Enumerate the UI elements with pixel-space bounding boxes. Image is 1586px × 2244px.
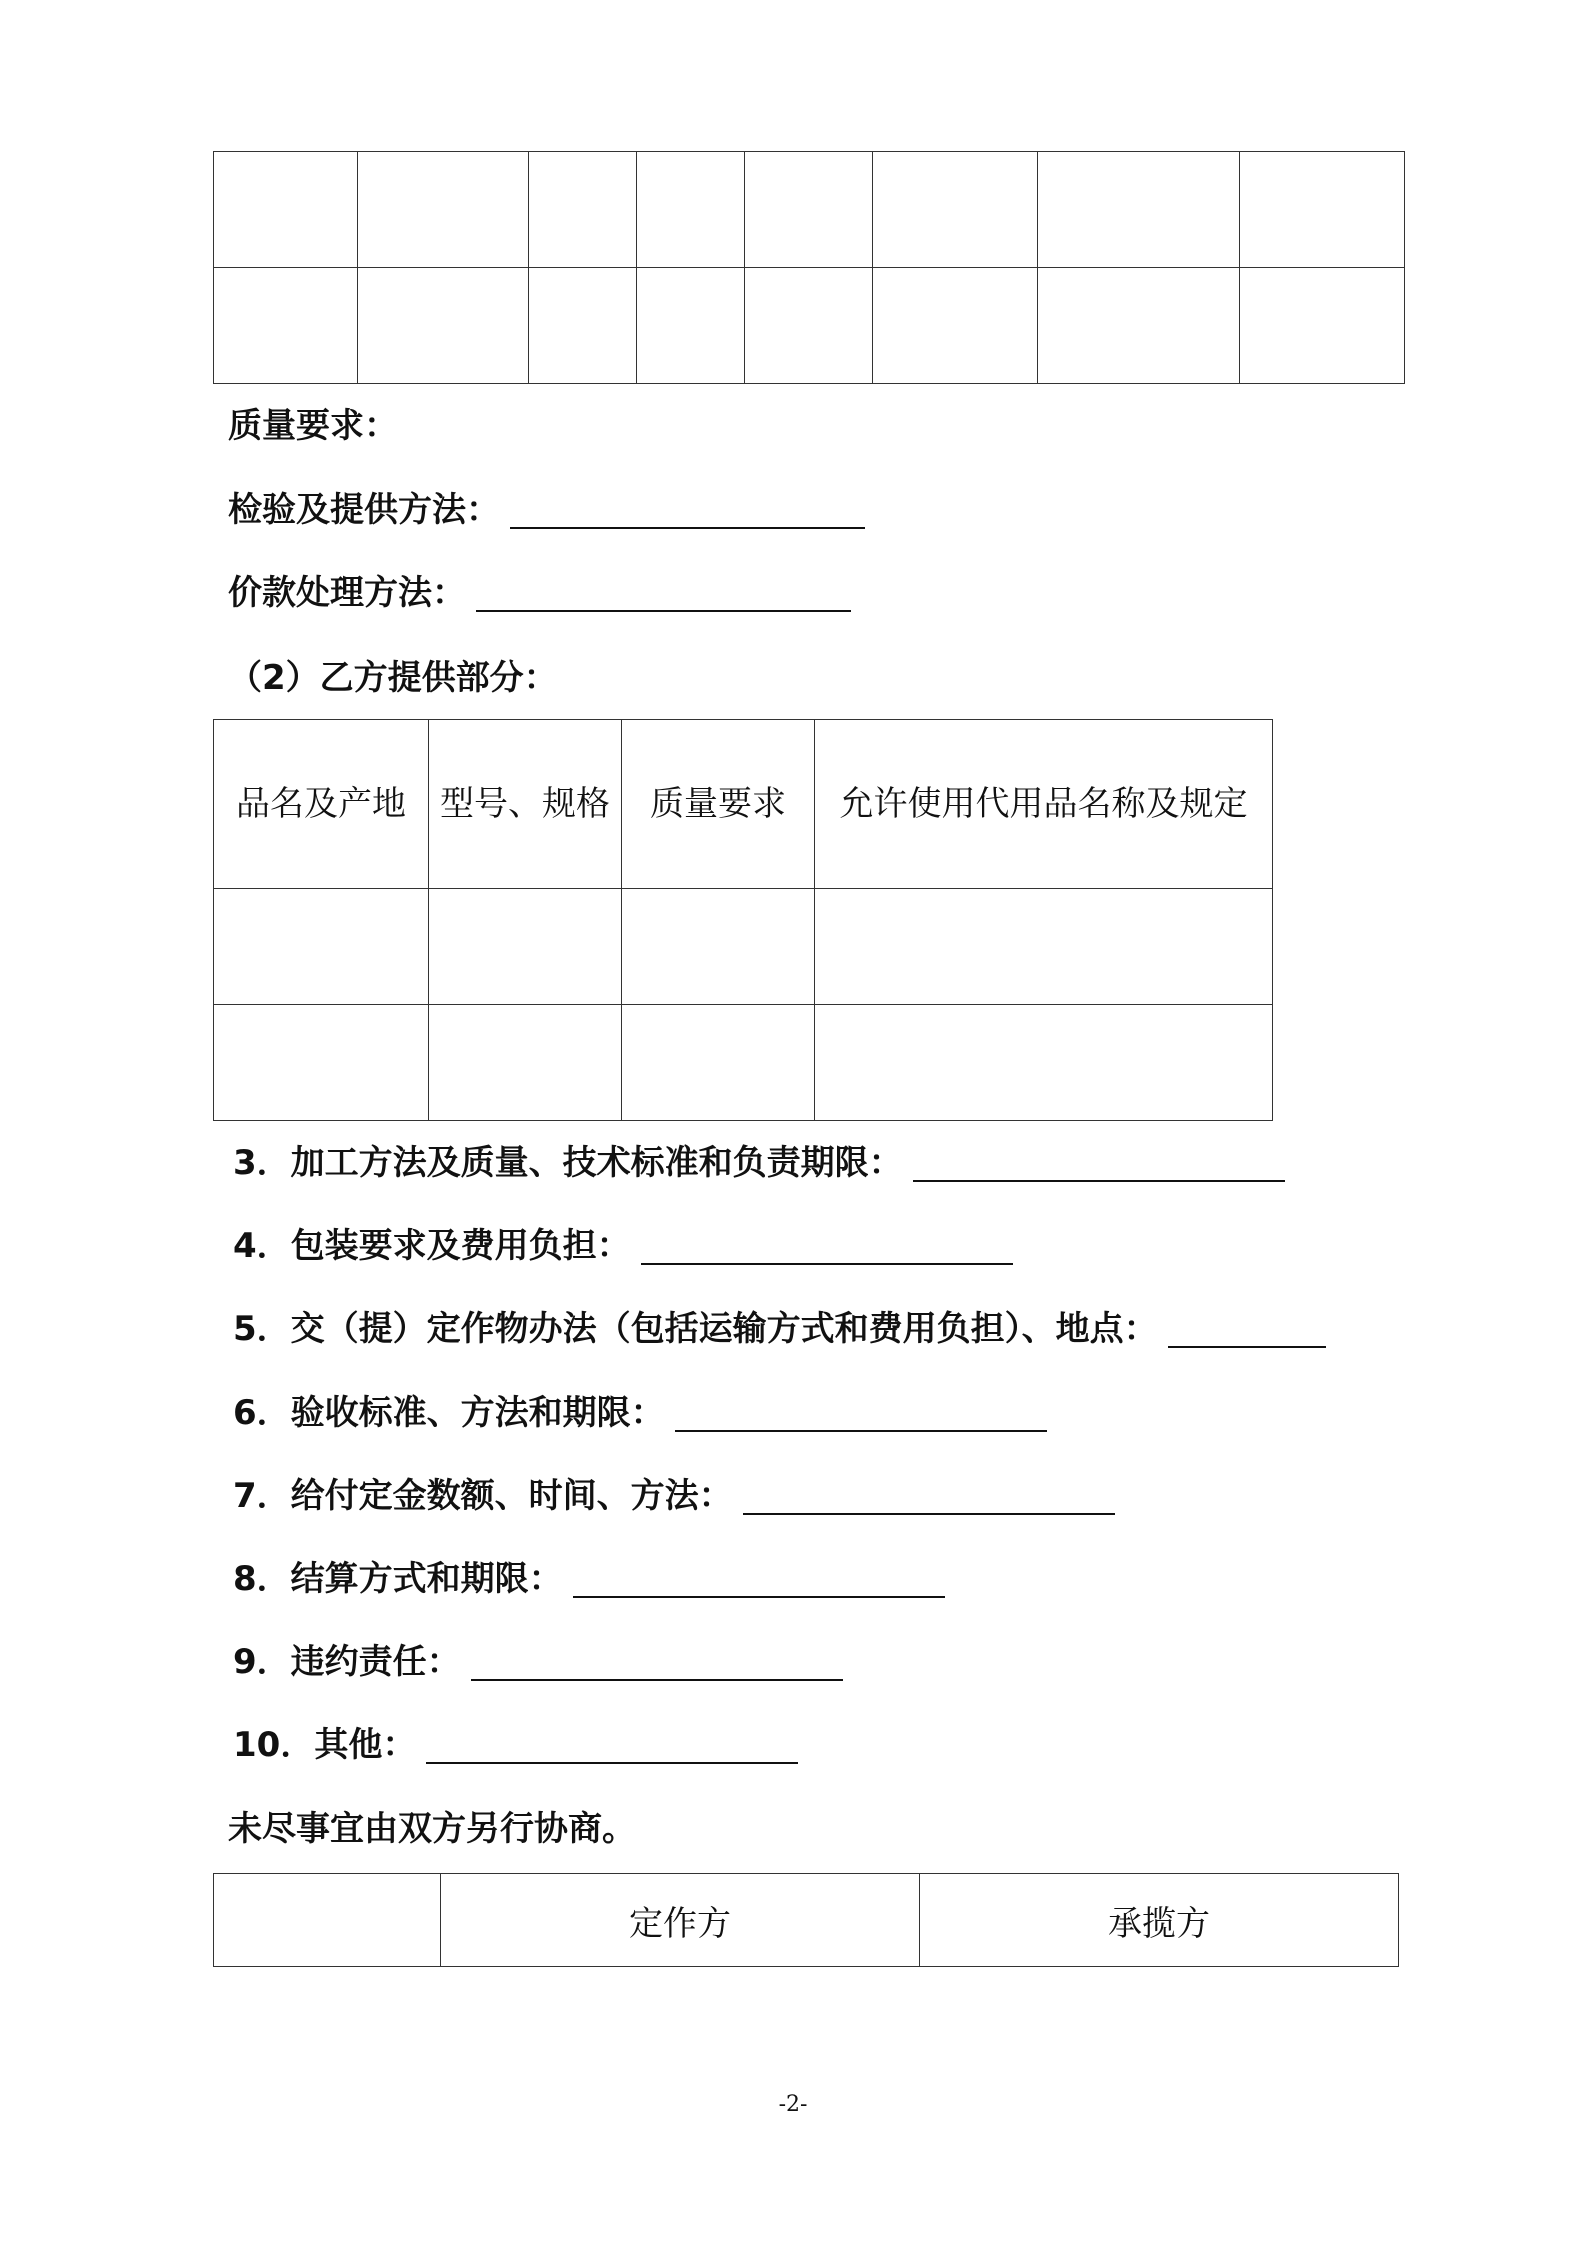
table-header-row: [214, 720, 1273, 889]
clause-6: 6．验收标准、方法和期限：: [233, 1385, 1047, 1434]
table-cell: [358, 268, 529, 384]
orderer-label: 定作方: [441, 1874, 920, 1967]
table-cell: [815, 889, 1273, 1005]
table-cell: [622, 1005, 815, 1121]
table-cell: [815, 1005, 1273, 1121]
table-row: [214, 152, 1405, 268]
table-cell: [429, 889, 622, 1005]
table-row: [214, 1005, 1273, 1121]
table-cell: [745, 268, 873, 384]
table-row: [214, 1874, 1399, 1967]
section-b-title: （2）乙方提供部分：: [228, 658, 558, 698]
table-row: [214, 889, 1273, 1005]
clause-5-field[interactable]: [1168, 1316, 1326, 1348]
price-method-label: 价款处理方法：: [228, 573, 466, 613]
clause-6-field[interactable]: [675, 1400, 1047, 1432]
table-cell: [1038, 152, 1240, 268]
table-cell: [214, 889, 429, 1005]
clause-10: 10．其他：: [233, 1717, 798, 1766]
clause-4: 4．包装要求及费用负担：: [233, 1218, 1013, 1267]
table-cell: [1240, 152, 1405, 268]
clause-3-field[interactable]: [913, 1150, 1285, 1182]
clause-3: 3．加工方法及质量、技术标准和负责期限：: [233, 1135, 1285, 1184]
table-cell: [637, 268, 745, 384]
table-cell: [358, 152, 529, 268]
table-cell: [529, 268, 637, 384]
table-row: [214, 268, 1405, 384]
clause-7: 7．给付定金数额、时间、方法：: [233, 1468, 1115, 1517]
table-cell: [529, 152, 637, 268]
header-model-spec: 型号、规格: [429, 720, 622, 889]
clause-8-field[interactable]: [573, 1566, 945, 1598]
table-cell: [214, 1005, 429, 1121]
table-cell: [873, 268, 1038, 384]
header-substitute: 允许使用代用品名称及规定: [815, 720, 1273, 889]
clause-4-field[interactable]: [641, 1233, 1013, 1265]
clause-8: 8．结算方式和期限：: [233, 1551, 945, 1600]
header-quality: 质量要求: [622, 720, 815, 889]
table-cell: [429, 1005, 622, 1121]
inspection-method-line: [228, 482, 865, 531]
clause-5: 5．交（提）定作物办法（包括运输方式和费用负担）、地点：: [233, 1301, 1326, 1350]
quality-requirement-label: 质量要求：: [228, 406, 398, 446]
contractor-label: 承揽方: [920, 1874, 1399, 1967]
supply-table-top: [213, 151, 1405, 384]
price-method-field[interactable]: [476, 580, 851, 612]
clause-10-field[interactable]: [426, 1732, 798, 1764]
clause-9-field[interactable]: [471, 1649, 843, 1681]
inspection-method-field[interactable]: [510, 497, 865, 529]
page-number: -2-: [778, 2092, 808, 2117]
table-cell: [873, 152, 1038, 268]
closing-statement: 未尽事宜由双方另行协商。: [228, 1809, 636, 1849]
table-cell: [745, 152, 873, 268]
table-cell: [622, 889, 815, 1005]
signature-table: [213, 1873, 1399, 1967]
clause-7-field[interactable]: [743, 1483, 1115, 1515]
table-cell: [214, 268, 358, 384]
signature-blank-cell: [214, 1874, 441, 1967]
table-cell: [637, 152, 745, 268]
party-b-table: [213, 719, 1273, 1121]
price-method-line: [228, 565, 851, 614]
clause-9: 9．违约责任：: [233, 1634, 843, 1683]
header-product-origin: 品名及产地: [214, 720, 429, 889]
table-cell: [1038, 268, 1240, 384]
table-cell: [1240, 268, 1405, 384]
table-cell: [214, 152, 358, 268]
inspection-method-label: 检验及提供方法：: [228, 490, 500, 530]
